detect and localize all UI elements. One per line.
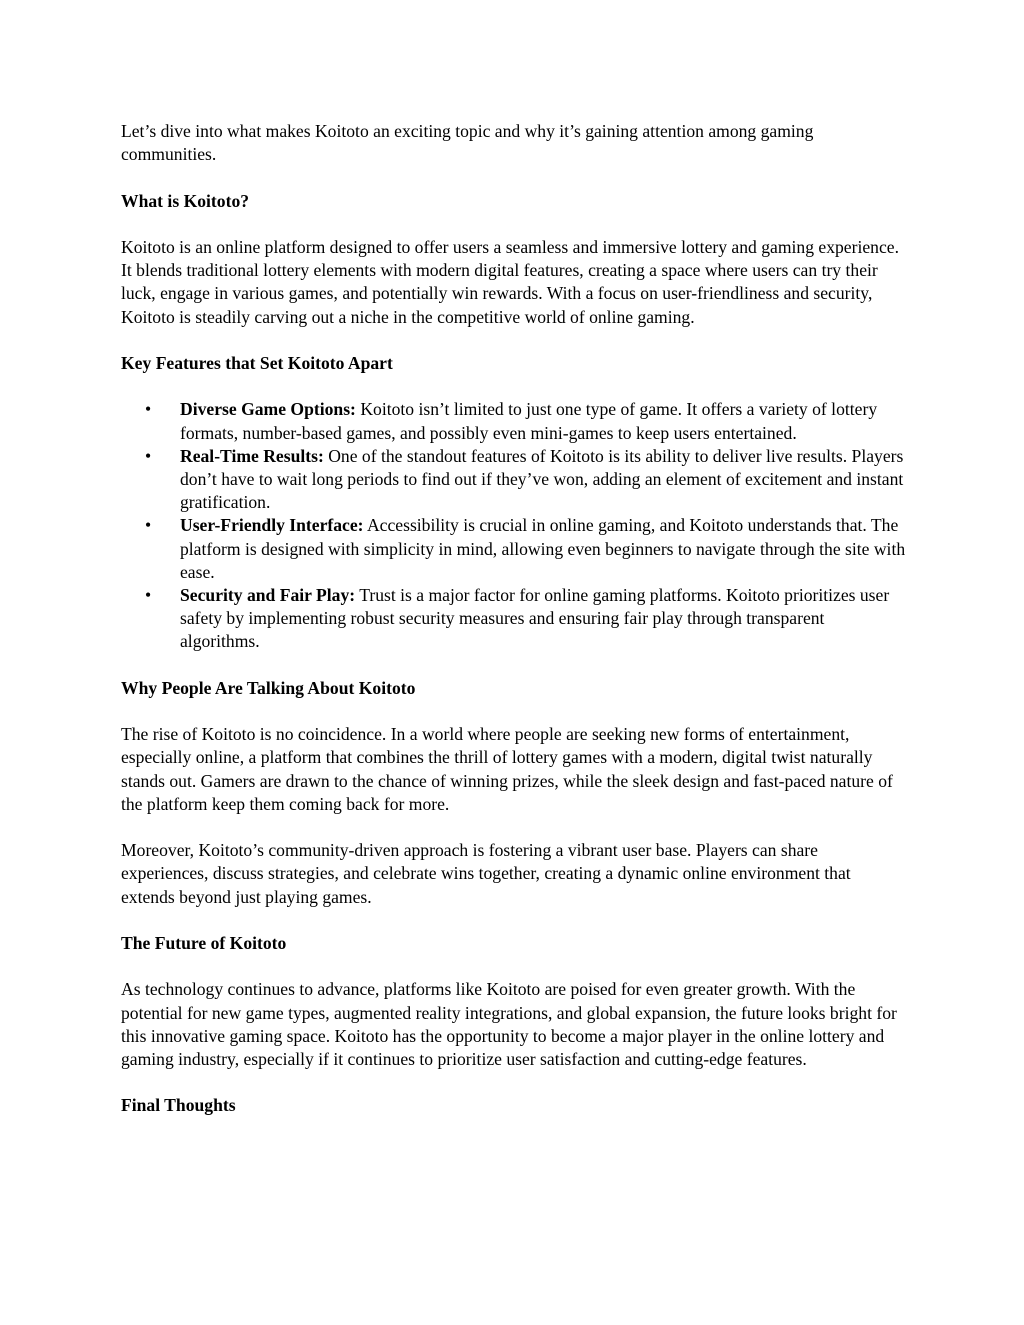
section-heading-future: The Future of Koitoto <box>121 932 287 953</box>
list-item <box>121 514 907 584</box>
section-heading-final-thoughts: Final Thoughts <box>121 1095 236 1116</box>
list-item-text: Accessibility is crucial in online gaming, and Koitoto understands that. The platform is designed with simplicity in mind, allowing even beginners to navigate through the site with ease. <box>180 515 906 582</box>
list-item <box>121 584 907 654</box>
list-item <box>121 398 907 444</box>
section-paragraph: Moreover, Koitoto’s community-driven approach is fostering a vibrant user base. Players can share experiences, discuss strategies, and celebrate wins together, creating a dynamic online environment that extends beyond just playing games. <box>121 840 851 907</box>
list-item-title: Security and Fair Play: <box>180 585 356 605</box>
document-page <box>121 120 907 1141</box>
section-heading-key-features: Key Features that Set Koitoto Apart <box>121 352 393 373</box>
list-item-text: Trust is a major factor for online gaming platforms. Koitoto prioritizes user safety by implementing robust security measures and ensuring fair play through transparent algorithms. <box>180 585 890 652</box>
section-heading-what-is-koitoto: What is Koitoto? <box>121 190 250 211</box>
list-item-title: Real-Time Results: <box>180 445 324 466</box>
section-paragraph: As technology continues to advance, platforms like Koitoto are poised for even greater growth. With the potential for new game types, augmented reality integrations, and global expansion, the future looks bright for this innovative gaming space. Koitoto has the opportunity to become a major player in the online lottery and gaming industry, especially if it continues to prioritize user satisfaction and cutting-edge features. <box>121 979 897 1069</box>
section-paragraph: The rise of Koitoto is no coincidence. In a world where people are seeking new forms of entertainment, especially online, a platform that combines the thrill of lottery games with a modern, digital twist naturally stands out. Gamers are drawn to the chance of winning prizes, while the sleek design and fast-paced nature of the platform keep them coming back for more. <box>121 724 893 814</box>
list-item <box>121 445 907 515</box>
section-paragraph: Koitoto is an online platform designed to offer users a seamless and immersive lottery and gaming experience. It blends traditional lottery elements with modern digital features, creating a space where users can try their luck, engage in various games, and potentially win rewards. With a focus on user-friendliness and security, Koitoto is steadily carving out a niche in the competitive world of online gaming. <box>121 236 899 327</box>
list-item-title: Diverse Game Options: <box>180 399 356 420</box>
list-item-text: Koitoto isn’t limited to just one type of game. It offers a variety of lottery formats, number-based games, and possibly even mini-games to keep users entertained. <box>180 399 878 443</box>
bullet-icon: • <box>145 515 152 536</box>
bullet-icon: • <box>145 585 152 605</box>
section-heading-why-people-talking: Why People Are Talking About Koitoto <box>121 677 416 698</box>
bullet-icon: • <box>145 445 152 466</box>
key-features-list <box>121 398 907 653</box>
bullet-icon: • <box>145 399 152 420</box>
list-item-text: One of the standout features of Koitoto is its ability to deliver live results. Players don’t have to wait long periods to find out if they’ve won, adding an element of excitement and instant gratification. <box>180 445 904 513</box>
list-item-title: User-Friendly Interface: <box>180 515 364 536</box>
intro-paragraph: Let’s dive into what makes Koitoto an exciting topic and why it’s gaining attention among gaming communities. <box>121 121 814 165</box>
